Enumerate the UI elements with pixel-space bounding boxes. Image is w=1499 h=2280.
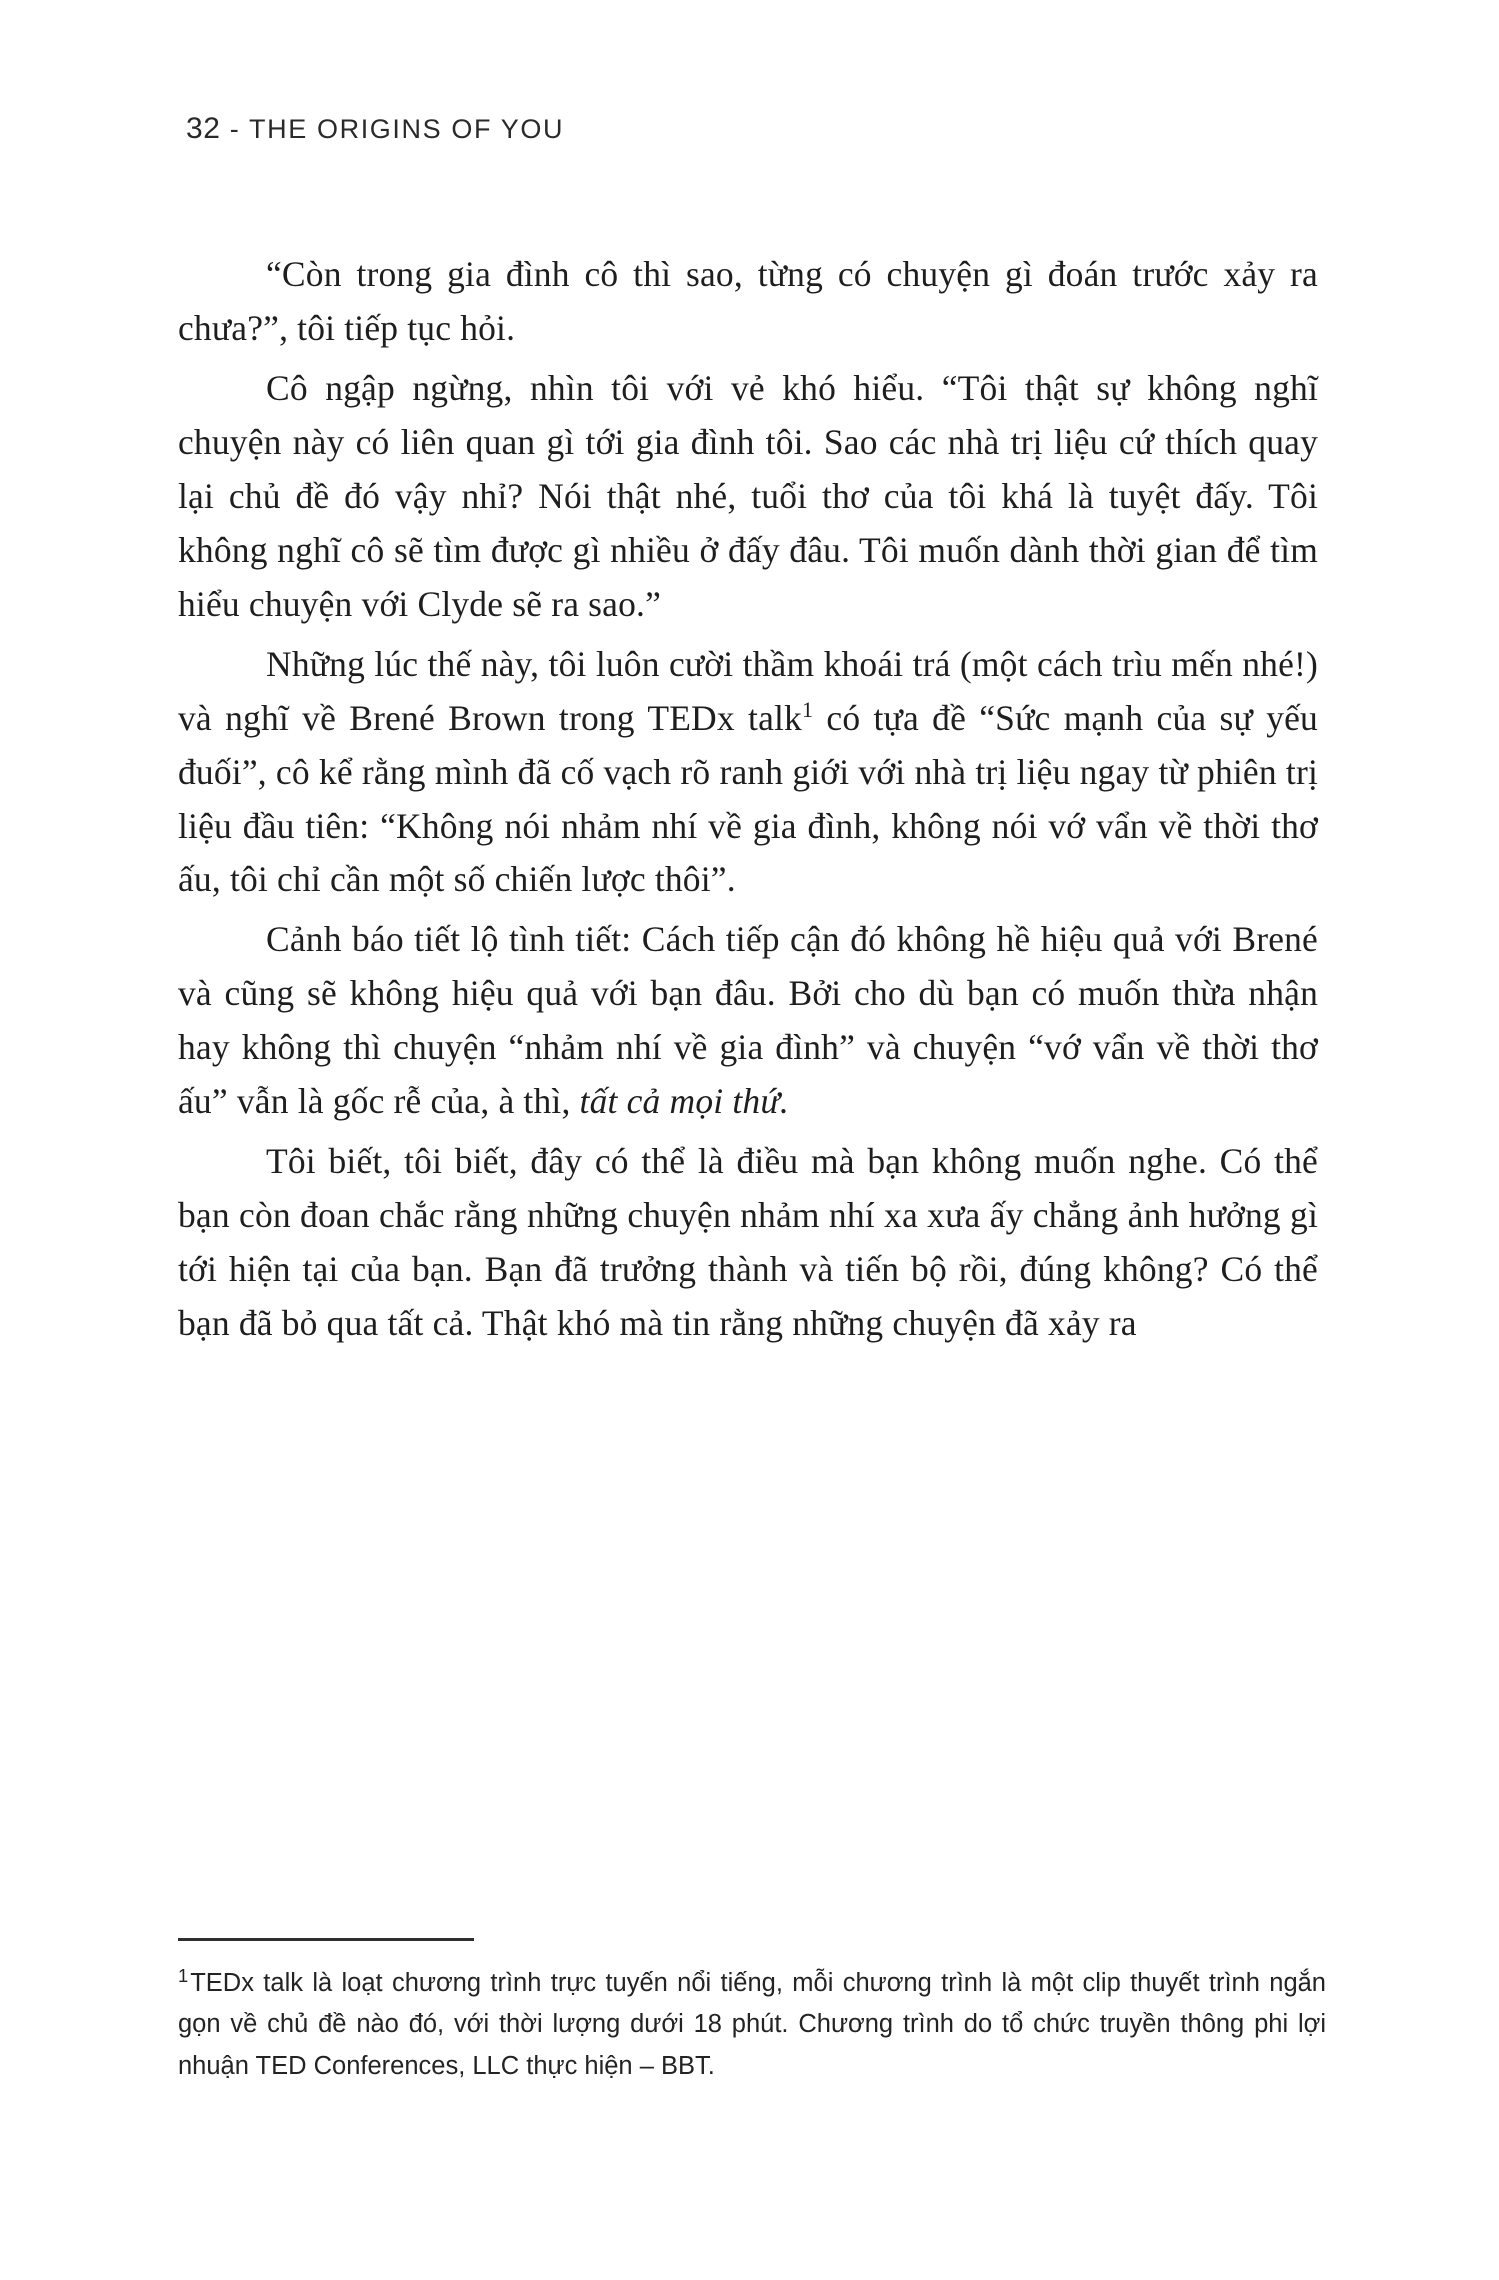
running-head-title: THE ORIGINS OF YOU [248, 114, 565, 144]
paragraph-with-italic [178, 913, 1318, 1129]
paragraph-text-part-1: Những lúc thế này, tôi luôn cười thầm khoái trá (một cách trìu mến nhé!) và nghĩ về Brené Brown trong TEDx talk [178, 643, 1318, 738]
footnote-marker: 1 [178, 1964, 189, 1986]
paragraph-text-italic: tất cả mọi thứ. [579, 1081, 789, 1122]
paragraph-with-footnote-ref [178, 638, 1318, 908]
footnote-separator-rule [178, 1938, 474, 1941]
footnote [178, 1963, 1326, 2087]
paragraph-text-roman: Cảnh báo tiết lộ tình tiết: Cách tiếp cận đó không hề hiệu quả với Brené và cũng sẽ không hiệu quả với bạn đâu. Bởi cho dù bạn có muốn thừa nhận hay không thì chuyện “nhảm nhí về gia đình” và chuyện “vớ vẩn về thời thơ ấu” vẫn là gốc rễ của, à thì, [178, 919, 1318, 1122]
page-number: 32 [186, 112, 221, 145]
paragraph: Tôi biết, tôi biết, đây có thể là điều mà bạn không muốn nghe. Có thể bạn còn đoan chắc rằng những chuyện nhảm nhí xa xưa ấy chẳng ảnh hưởng gì tới hiện tại của bạn. Bạn đã trưởng thành và tiến bộ rồi, đúng không? Có thể bạn đã bỏ qua tất cả. Thật khó mà tin rằng những chuyện đã xảy ra [178, 1141, 1318, 1344]
running-head [186, 112, 564, 146]
paragraph: “Còn trong gia đình cô thì sao, từng có chuyện gì đoán trước xảy ra chưa?”, tôi tiếp tục hỏi. [178, 254, 1318, 348]
paragraph: Cô ngập ngừng, nhìn tôi với vẻ khó hiểu. “Tôi thật sự không nghĩ chuyện này có liên quan gì tới gia đình tôi. Sao các nhà trị liệu cứ thích quay lại chủ đề đó vậy nhỉ? Nói thật nhé, tuổi thơ của tôi khá là tuyệt đấy. Tôi không nghĩ cô sẽ tìm được gì nhiều ở đấy đâu. Tôi muốn dành thời gian để tìm hiểu chuyện với Clyde sẽ ra sao.” [178, 367, 1318, 624]
paragraph-text-part-2: có tựa đề “Sức mạnh của sự yếu đuối”, cô kể rằng mình đã cố vạch rõ ranh giới với nhà trị liệu ngay từ phiên trị liệu đầu tiên: “Không nói nhảm nhí về gia đình, không nói vớ vẩn về thời thơ ấu, tôi chỉ cần một số chiến lược thôi”. [178, 697, 1318, 900]
footnote-reference: 1 [801, 696, 814, 722]
running-head-separator: - [229, 114, 241, 144]
body-text-column [178, 248, 1318, 1351]
footnote-text: TEDx talk là loạt chương trình trực tuyến nổi tiếng, mỗi chương trình là một clip thuyết trình ngắn gọn về chủ đề nào đó, với thời lượng dưới 18 phút. Chương trình do tổ chức truyền thông phi lợi nhuận TED Conferences, LLC thực hiện – BBT. [178, 1969, 1326, 2080]
